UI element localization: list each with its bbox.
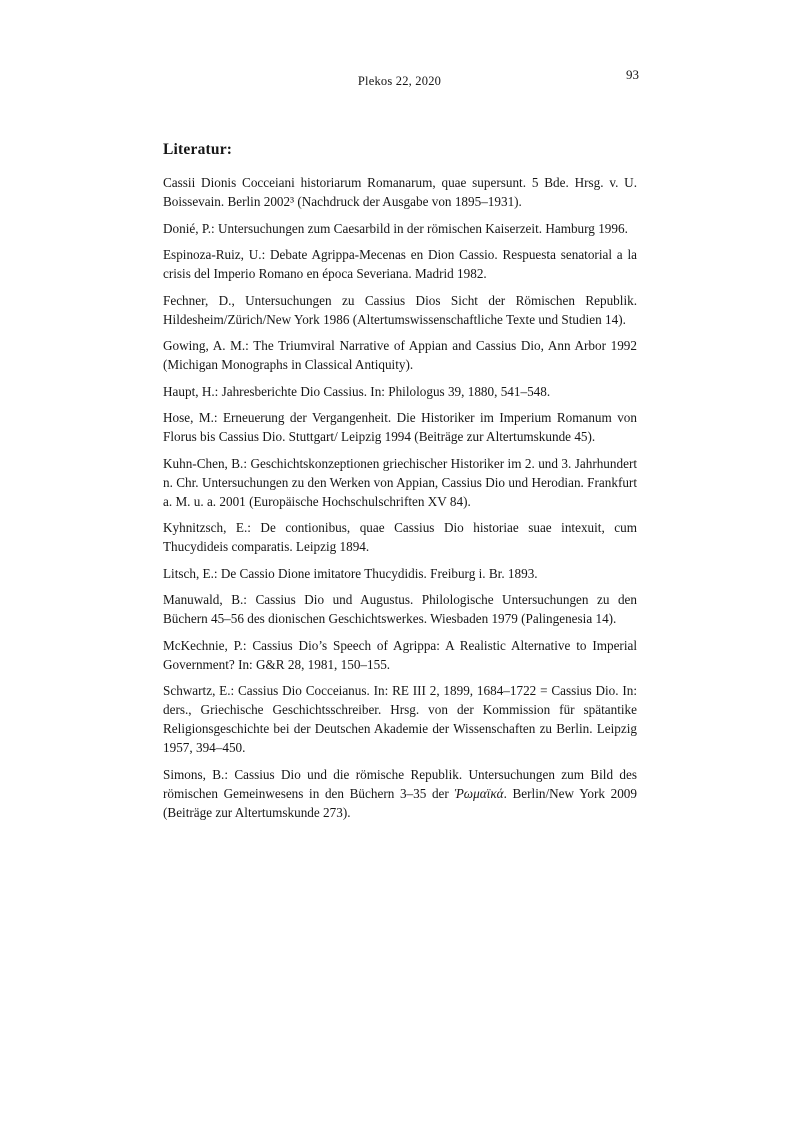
bib-entry-text-after: . Berlin/New York 2009 (Beiträge zur Altertumskunde 273). (163, 785, 637, 820)
bib-entry: Kuhn-Chen, B.: Geschichtskonzeptionen griechischer Historiker im 2. und 3. Jahrhundert n. Chr. Untersuchungen zu den Werken von Appian, Cassius Dio und Herodian. Frankfurt a. M. u. a. 2001 (Europäische Hochschulschriften XV 84). (163, 455, 637, 509)
bib-entry: Kyhnitzsch, E.: De contionibus, quae Cassius Dio historiae suae intexuit, cum Thucydideis comparatis. Leipzig 1894. (163, 520, 637, 554)
section-heading: Literatur: (163, 141, 233, 158)
greek-work-title: Ῥωμαϊκά (454, 785, 504, 801)
running-header: Plekos 22, 2020 (357, 74, 442, 88)
bib-entry: Manuwald, B.: Cassius Dio und Augustus. Philologische Untersuchungen zu den Büchern 45–56 des dionischen Geschichtswerkes. Wiesbaden 1979 (Palingenesia 14). (163, 592, 637, 626)
bib-entry: Gowing, A. M.: The Triumviral Narrative of Appian and Cassius Dio, Ann Arbor 1992 (Michigan Monographs in Classical Antiquity). (163, 338, 637, 372)
bibliography-section (163, 141, 637, 829)
bib-entry: Schwartz, E.: Cassius Dio Cocceianus. In: RE III 2, 1899, 1684–1722 = Cassius Dio. In: ders., Griechische Geschichtsschreiber. Hrsg. von der Kommission für spätantike Religionsgeschichte bei der Deutschen Akademie der Wissenschaften zu Berlin. Leipzig 1957, 394–450. (163, 683, 637, 755)
bib-entry: Fechner, D., Untersuchungen zu Cassius Dios Sicht der Römischen Republik. Hildesheim/Zürich/New York 1986 (Altertumswissenschaftliche Texte und Studien 14). (163, 292, 637, 327)
bib-entry: McKechnie, P.: Cassius Dio’s Speech of Agrippa: A Realistic Alternative to Imperial Government? In: G&R 28, 1981, 150–155. (163, 637, 637, 672)
bib-entry: Litsch, E.: De Cassio Dione imitatore Thucydidis. Freiburg i. Br. 1893. (163, 565, 538, 581)
bib-entry: Hose, M.: Erneuerung der Vergangenheit. Die Historiker im Imperium Romanum von Florus bis Cassius Dio. Stuttgart/ Leipzig 1994 (Beiträge zur Altertumskunde 45). (163, 410, 637, 444)
bib-entry: Haupt, H.: Jahresberichte Dio Cassius. In: Philologus 39, 1880, 541–548. (163, 383, 551, 399)
bib-entry: Espinoza-Ruiz, U.: Debate Agrippa-Mecenas en Dion Cassio. Respuesta senatorial a la crisis del Imperio Romano en época Severiana. Madrid 1982. (163, 247, 637, 281)
page-number: 93 (626, 67, 639, 82)
bib-entry: Donié, P.: Untersuchungen zum Caesarbild in der römischen Kaiserzeit. Hamburg 1996. (163, 220, 628, 236)
bib-entry: Cassii Dionis Cocceiani historiarum Romanarum, quae supersunt. 5 Bde. Hrsg. v. U. Boissevain. Berlin 2002³ (Nachdruck der Ausgabe von 1895–1931). (163, 175, 637, 209)
bib-entry-text-before: Simons, B.: Cassius Dio und die römische Republik. Untersuchungen zum Bild des römischen Gemeinwesens in den Büchern 3–35 der (163, 766, 637, 801)
bib-entry (163, 765, 637, 822)
